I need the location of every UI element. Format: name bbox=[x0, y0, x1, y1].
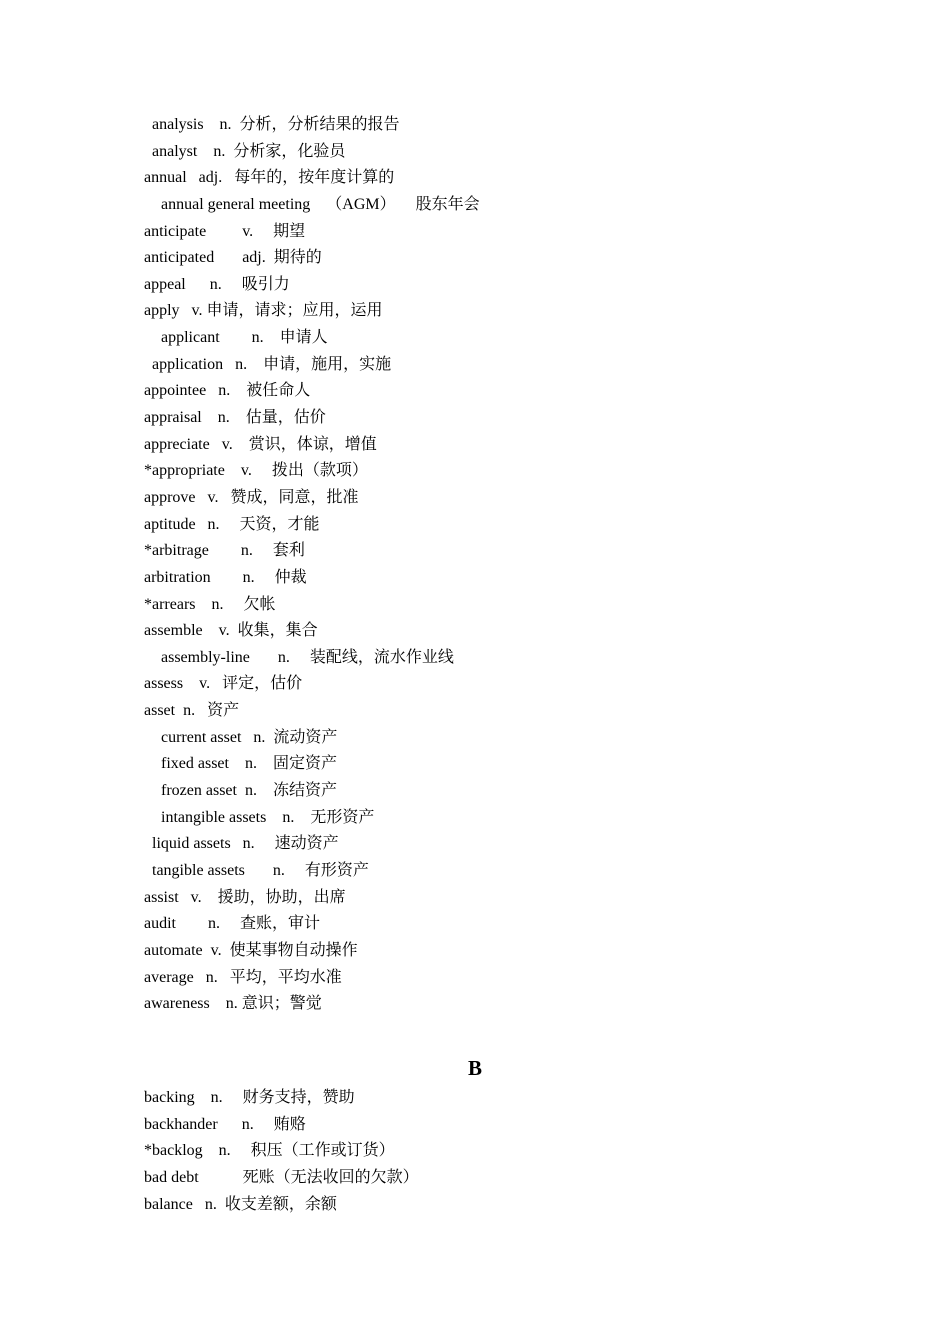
glossary-entry: backing n. 财务支持，赞助 bbox=[144, 1089, 355, 1106]
glossary-entry: *appropriate v. 拨出（款项） bbox=[144, 462, 368, 480]
glossary-entry: balance n. 收支差额，余额 bbox=[144, 1195, 337, 1213]
glossary-entry: anticipated adj. 期待的 bbox=[144, 249, 322, 267]
glossary-section-b bbox=[144, 1085, 844, 1218]
glossary-entry: assemble v. 收集，集合 bbox=[144, 622, 318, 640]
glossary-entry: apply v. 申请，请求；应用，运用 bbox=[144, 302, 383, 320]
glossary-entry: *arrears n. 欠帐 bbox=[144, 595, 276, 613]
glossary-entry: aptitude n. 天资，才能 bbox=[144, 515, 320, 533]
glossary-entry: annual general meeting （AGM） 股东年会 bbox=[161, 195, 480, 213]
glossary-entry: analyst n. 分析家，化验员 bbox=[152, 142, 346, 160]
glossary-entry: appreciate v. 赏识，体谅，增值 bbox=[144, 435, 377, 453]
glossary-entry: analysis n. 分析，分析结果的报告 bbox=[152, 116, 400, 133]
glossary-entry: annual adj. 每年的，按年度计算的 bbox=[144, 169, 395, 187]
glossary-entry: fixed asset n. 固定资产 bbox=[161, 755, 337, 773]
glossary-entry: backhander n. 贿赂 bbox=[144, 1115, 306, 1133]
glossary-entry: tangible assets n. 有形资产 bbox=[152, 861, 369, 879]
glossary-entry: arbitration n. 仲裁 bbox=[144, 568, 307, 586]
glossary-entry: frozen asset n. 冻结资产 bbox=[161, 782, 337, 800]
glossary-entry: automate v. 使某事物自动操作 bbox=[144, 941, 358, 959]
glossary-entry: *backlog n. 积压（工作或订货） bbox=[144, 1142, 395, 1160]
section-heading-b: B bbox=[467, 1056, 482, 1080]
glossary-entry: audit n. 查账，审计 bbox=[144, 915, 320, 933]
glossary-entry: assembly-line n. 装配线，流水作业线 bbox=[161, 648, 454, 666]
glossary-entry: bad debt 死账（无法收回的欠款） bbox=[144, 1168, 419, 1186]
glossary-entry: awareness n. 意识；警觉 bbox=[144, 995, 322, 1013]
glossary-entry: approve v. 赞成，同意，批准 bbox=[144, 488, 359, 506]
glossary-entry: anticipate v. 期望 bbox=[144, 222, 306, 240]
glossary-section-a bbox=[144, 112, 844, 1018]
glossary-entry: application n. 申请，施用，实施 bbox=[152, 355, 392, 373]
glossary-entry: liquid assets n. 速动资产 bbox=[152, 835, 339, 853]
glossary-entry: current asset n. 流动资产 bbox=[161, 728, 338, 746]
glossary-entry: *arbitrage n. 套利 bbox=[144, 542, 305, 560]
glossary-entry: assist v. 援助，协助，出席 bbox=[144, 888, 346, 906]
glossary-entry: average n. 平均，平均水准 bbox=[144, 968, 342, 986]
glossary-entry: appraisal n. 估量，估价 bbox=[144, 409, 326, 427]
glossary-entry: intangible assets n. 无形资产 bbox=[161, 808, 375, 826]
glossary-entry: assess v. 评定，估价 bbox=[144, 675, 303, 693]
glossary-entry: applicant n. 申请人 bbox=[161, 329, 328, 347]
glossary-entry: appeal n. 吸引力 bbox=[144, 275, 290, 293]
glossary-entry: appointee n. 被任命人 bbox=[144, 382, 311, 400]
glossary-entry: asset n. 资产 bbox=[144, 702, 240, 720]
